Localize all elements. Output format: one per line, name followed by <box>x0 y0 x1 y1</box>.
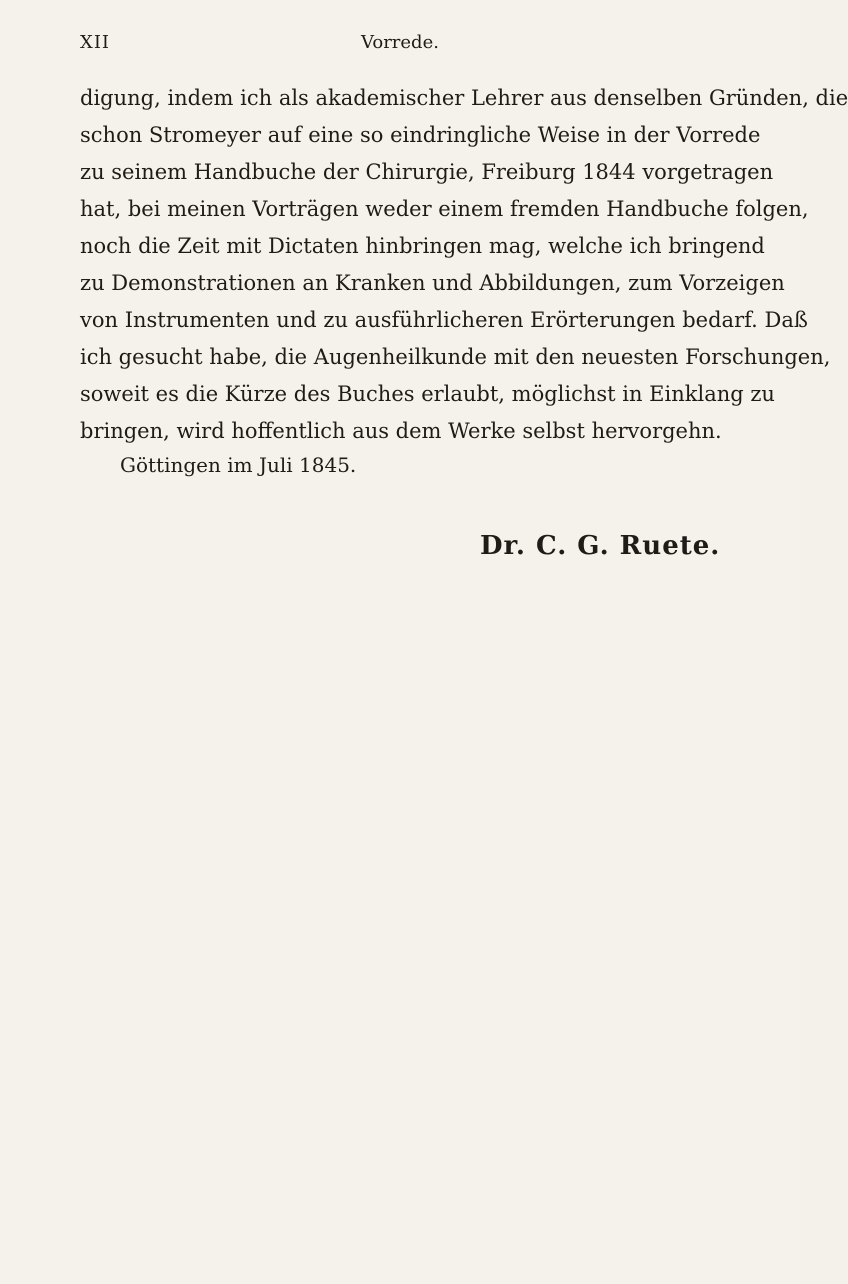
text-line: zu seinem Handbuche der Chirurgie, Freiburg 1844 vorgetragen <box>80 160 774 184</box>
text-line: soweit es die Kürze des Buches erlaubt, möglichst in Einklang zu <box>80 382 775 406</box>
running-head: Vorrede. <box>361 32 439 53</box>
text-line: ich gesucht habe, die Augenheilkunde mit den neuesten Forschungen, <box>80 345 831 369</box>
text-line: von Instrumenten und zu ausführlicheren Erörterungen bedarf. Daß <box>80 308 808 332</box>
text-line: schon Stromeyer auf eine so eindringliche Weise in der Vorrede <box>80 123 761 147</box>
place-date: Göttingen im Juli 1845. <box>120 453 357 477</box>
author-signature: Dr. C. G. Ruete. <box>480 531 721 561</box>
page-header <box>0 28 800 58</box>
page-number: XII <box>80 32 111 53</box>
preface-body <box>80 80 848 450</box>
text-line: noch die Zeit mit Dictaten hinbringen mag, welche ich bringend <box>80 234 765 258</box>
text-line: bringen, wird hoffentlich aus dem Werke selbst hervorgehn. <box>80 419 722 443</box>
text-line: zu Demonstrationen an Kranken und Abbildungen, zum Vorzeigen <box>80 271 785 295</box>
text-line: digung, indem ich als akademischer Lehrer aus denselben Gründen, die <box>80 86 848 110</box>
text-line: hat, bei meinen Vorträgen weder einem fremden Handbuche folgen, <box>80 197 809 221</box>
